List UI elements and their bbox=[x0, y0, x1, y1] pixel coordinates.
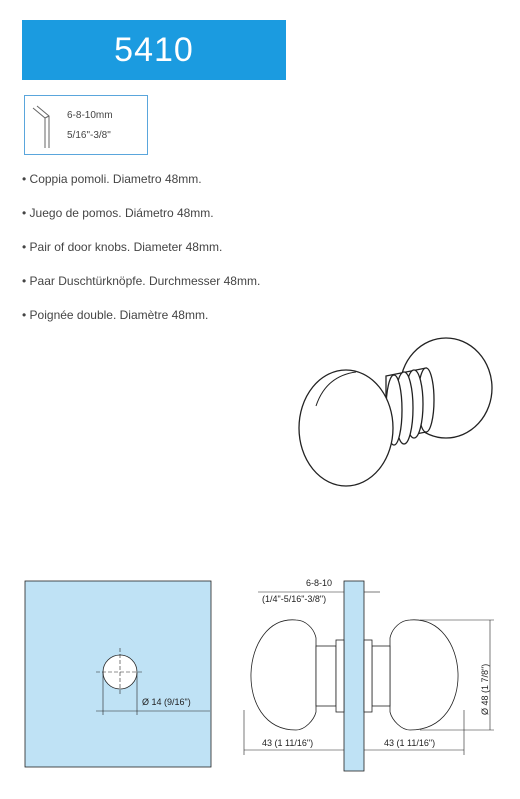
description-de: • Paar Duschtürknöpfe. Durchmesser 48mm. bbox=[22, 274, 261, 288]
thickness-in: 5/16"-3/8" bbox=[67, 130, 111, 141]
description-en: • Pair of door knobs. Diameter 48mm. bbox=[22, 240, 223, 254]
glass-thickness-dim: 6-8-10 bbox=[306, 578, 333, 588]
knob-length-right: 43 (1 11/16") bbox=[384, 738, 436, 748]
description-fr: • Poignée double. Diamètre 48mm. bbox=[22, 308, 209, 322]
model-title bbox=[22, 20, 286, 80]
knob-length-left: 43 (1 11/16") bbox=[262, 738, 314, 748]
technical-drawing bbox=[0, 560, 520, 799]
thickness-mm: 6-8-10mm bbox=[67, 110, 113, 121]
description-list bbox=[22, 172, 260, 342]
description-it: • Coppia pomoli. Diametro 48mm. bbox=[22, 172, 202, 186]
model-number: 5410 bbox=[114, 30, 194, 69]
knob-diameter-dim: Ø 48 (1 7/8") bbox=[480, 663, 490, 715]
glass-thickness-dim-in: (1/4"-5/16"-3/8") bbox=[262, 594, 327, 604]
hole-dimension: Ø 14 (9/16") bbox=[142, 697, 191, 707]
glass-panel-front-view bbox=[25, 581, 211, 767]
glass-thickness-spec bbox=[24, 95, 148, 155]
description-es: • Juego de pomos. Diámetro 48mm. bbox=[22, 206, 214, 220]
glass-panel-icon bbox=[31, 104, 61, 150]
door-knob-illustration bbox=[296, 336, 496, 496]
